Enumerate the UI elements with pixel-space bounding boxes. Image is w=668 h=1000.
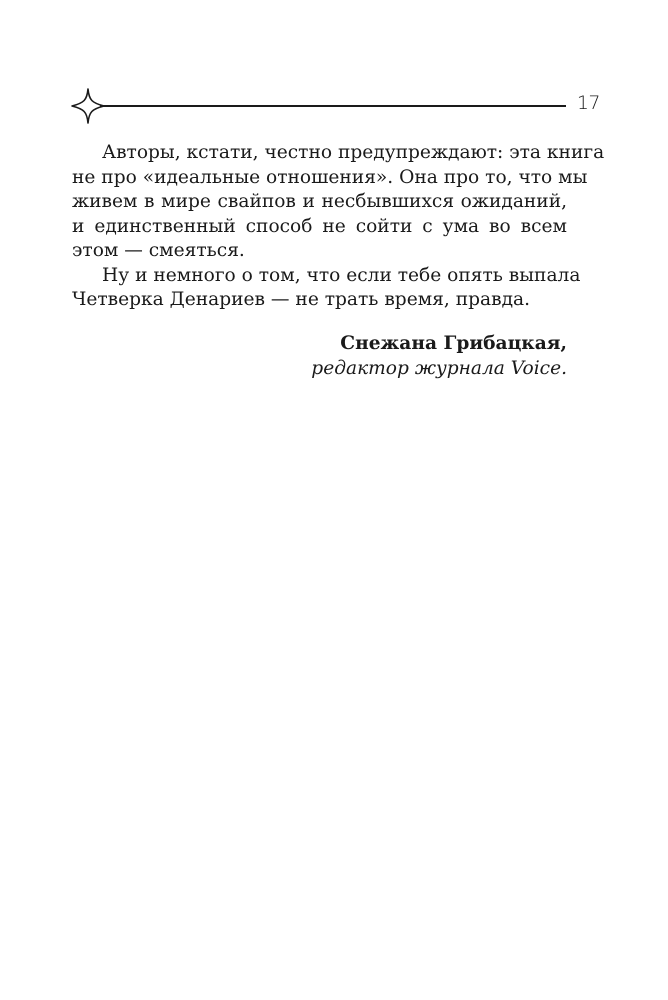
signature-name: Снежана Грибацкая, [340, 333, 567, 354]
text-line: этом — смеяться. [72, 240, 245, 261]
text-line: не про «идеальные отношения». Она про то, что мы [72, 166, 588, 188]
text-line: Ну и немного о том, что если тебе опять выпала [102, 264, 581, 286]
signature-role: редактор журнала Voice. [311, 357, 567, 379]
paragraph [72, 264, 581, 313]
text-line: Четверка Денариев — не трать время, правда. [72, 289, 531, 310]
signature [311, 332, 567, 381]
text-line: и единственный способ не сойти с ума во всем [72, 215, 567, 237]
text-line: живем в мире свайпов и несбывшихся ожиданий, [72, 191, 567, 212]
paragraph [72, 141, 605, 264]
page-header [70, 88, 600, 124]
text-line: Авторы, кстати, честно предупреждают: эта книга [102, 142, 605, 163]
page-number: 17 [576, 92, 600, 114]
body-text [72, 141, 605, 313]
header-rule [100, 105, 566, 107]
